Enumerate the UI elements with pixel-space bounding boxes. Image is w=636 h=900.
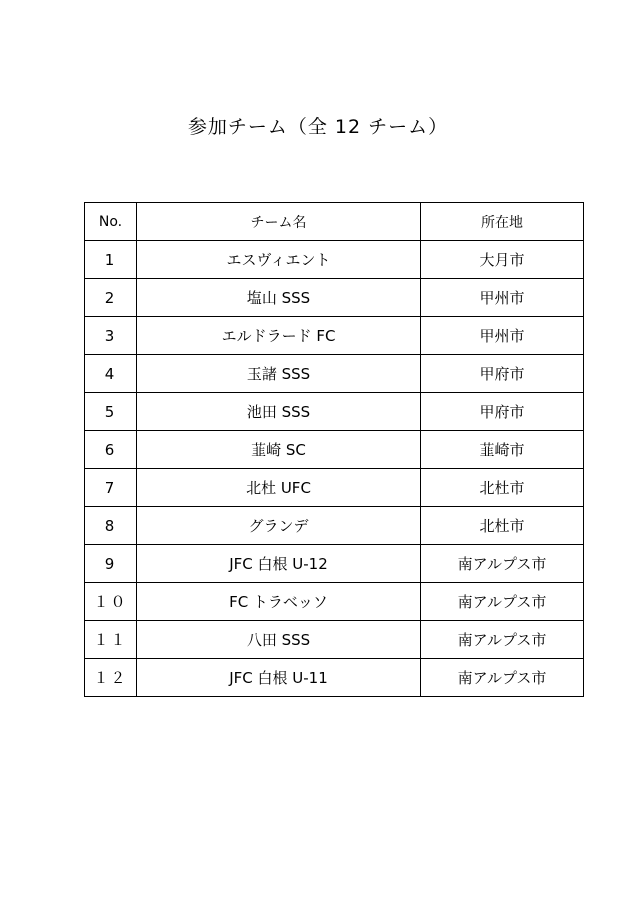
table-row (85, 507, 584, 545)
team-location: 甲府市 (421, 393, 584, 431)
header-row (85, 203, 584, 241)
table-row (85, 621, 584, 659)
team-location: 甲州市 (421, 279, 584, 317)
team-location: 大月市 (421, 241, 584, 279)
team-name: エルドラード FC (137, 317, 421, 355)
page-title: 参加チーム（全 12 チーム） (187, 116, 449, 138)
team-location: 南アルプス市 (421, 621, 584, 659)
team-name: FC トラベッソ (137, 583, 421, 621)
row-number: １１ (85, 621, 137, 659)
row-number: 9 (85, 545, 137, 583)
team-name: 韮崎 SC (137, 431, 421, 469)
team-name: 塩山 SSS (137, 279, 421, 317)
team-name: 北杜 UFC (137, 469, 421, 507)
table-row (85, 241, 584, 279)
row-number: １２ (85, 659, 137, 697)
team-location: 甲府市 (421, 355, 584, 393)
team-name: 玉諸 SSS (137, 355, 421, 393)
team-location: 南アルプス市 (421, 545, 584, 583)
table-row (85, 355, 584, 393)
table-row (85, 545, 584, 583)
team-location: 南アルプス市 (421, 659, 584, 697)
team-name: JFC 白根 U-11 (137, 659, 421, 697)
teams-table (84, 202, 584, 697)
team-name: グランデ (137, 507, 421, 545)
team-location: 南アルプス市 (421, 583, 584, 621)
team-location: 韮崎市 (421, 431, 584, 469)
row-number: 3 (85, 317, 137, 355)
team-name: エスヴィエント (137, 241, 421, 279)
team-location: 甲州市 (421, 317, 584, 355)
table-row (85, 279, 584, 317)
team-name: 池田 SSS (137, 393, 421, 431)
team-name: 八田 SSS (137, 621, 421, 659)
row-number: １０ (85, 583, 137, 621)
table-row (85, 393, 584, 431)
row-number: 1 (85, 241, 137, 279)
header-team-name: チーム名 (137, 203, 421, 241)
team-name: JFC 白根 U-12 (137, 545, 421, 583)
header-location: 所在地 (421, 203, 584, 241)
row-number: 8 (85, 507, 137, 545)
team-location: 北杜市 (421, 469, 584, 507)
row-number: 2 (85, 279, 137, 317)
row-number: 7 (85, 469, 137, 507)
table-row (85, 583, 584, 621)
table-row (85, 659, 584, 697)
table-row (85, 317, 584, 355)
row-number: 4 (85, 355, 137, 393)
table-row (85, 469, 584, 507)
row-number: 6 (85, 431, 137, 469)
row-number: 5 (85, 393, 137, 431)
team-location: 北杜市 (421, 507, 584, 545)
header-no: No. (85, 203, 137, 241)
table-row (85, 431, 584, 469)
